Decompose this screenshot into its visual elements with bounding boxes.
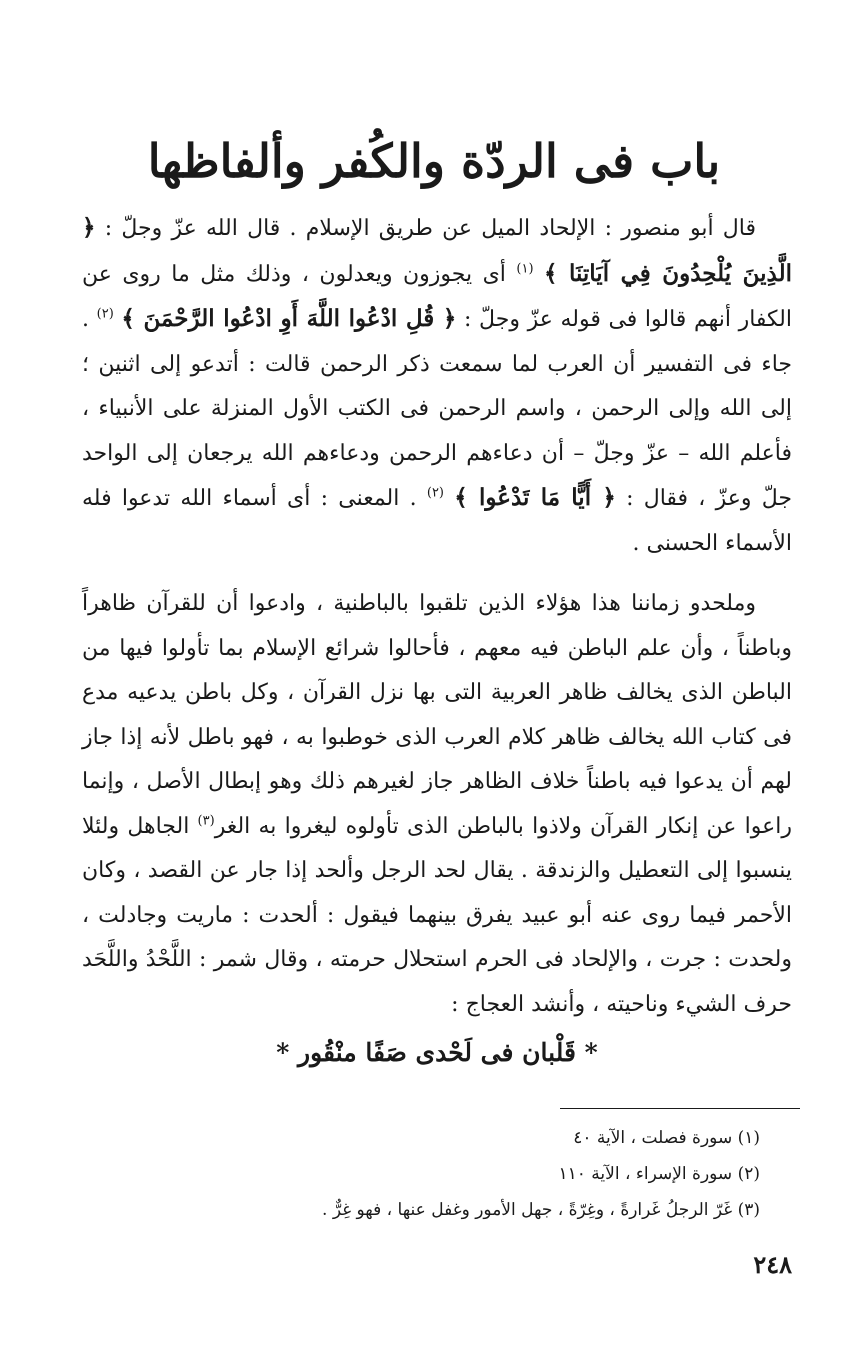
poem-line: * قَلْبان فى لَحْدى صَفًا منْقُور *	[276, 1038, 598, 1067]
paragraph-1	[82, 206, 792, 566]
paragraph-2	[82, 582, 792, 1027]
footnote: (٢) سورة الإسراء ، الآية ١١٠	[558, 1164, 760, 1184]
footnote-ref: (٢)	[426, 485, 444, 501]
paragraph-spacer	[82, 566, 792, 582]
text-segment: وملحدو زماننا هذا هؤلاء الذين تلقبوا بالباطنية ، وادعوا أن للقرآن ظاهراً وباطناً ، وأن علم الباطن فيه معهم ، فأحالوا شرائع الإسلام بما تأولوا فيها من الباطن الذى يخالف ظاهر العربية التى بها نزل القرآن ، وكل باطن يدعيه مدع فى كتاب الله يخالف ظاهر كلام العرب الذى خوطبوا به ، فهو باطل لأنه إذا جاز لهم أن يدعوا فيه باطناً خلاف الظاهر جاز لغيرهم ذلك وهو إبطال الأصل ، وإنما راعوا عن إنكار القرآن ولاذوا بالباطن الذى تأولوه ليغروا به الغر	[82, 591, 792, 839]
page-number: ٢٤٨	[753, 1250, 792, 1279]
main-text	[82, 206, 792, 1101]
text-segment: . المعنى : أى أسماء الله تدعوا فله الأسماء الحسنى .	[82, 486, 792, 556]
footnote: (١) سورة فصلت ، الآية ٤٠	[573, 1128, 760, 1148]
footnote-ref: (٢)	[96, 306, 114, 322]
footnote: (٣) غَرّ الرجلُ غَرارةً ، وغِرّةً ، جهل الأمور وغفل عنها ، فهو غِرٌّ .	[322, 1200, 760, 1220]
text-segment: أى يجوزون ويعدلون ، وذلك مثل ما روى عن الكفار أنهم قالوا فى قوله عزّ وجلّ :	[82, 261, 792, 332]
footnote-separator	[560, 1108, 800, 1109]
text-segment: قال أبو منصور : الإلحاد الميل عن طريق الإسلام . قال الله عزّ وجلّ :	[104, 216, 756, 241]
footnote-ref: (٣)	[197, 813, 215, 829]
quran-verse: ﴿ أَيًّا مَا تَدْعُوا ﴾	[454, 484, 616, 511]
quran-verse: ﴿ قُلِ ادْعُوا اللَّهَ أَوِ ادْعُوا الرَّحْمَنَ ﴾	[121, 305, 457, 332]
chapter-title: باب فى الردّة والكُفر وألفاظها	[147, 134, 721, 188]
footnote-ref: (١)	[516, 261, 534, 277]
quran-verse: ﴿ الَّذِينَ يُلْحِدُونَ فِي آيَاتِنَا ﴾	[82, 214, 792, 287]
text-segment: الجاهل ولئلا ينسبوا إلى التعطيل والزندقة . يقال لحد الرجل وألحد إذا جار عن القصد ، وكان الأحمر فيما روى عنه أبو عبيد يفرق بينهما فيقول : ألحدت : ماريت وجادلت ، ولحدت : جرت ، والإلحاد فى الحرم استحلال حرمته ، وقال شمر : اللَّحْدُ واللَّحَد حرف الشيء وناحيته ، وأنشد العجاج :	[82, 813, 792, 1017]
text-segment: . جاء فى التفسير أن العرب لما سمعت ذكر الرحمن قالت : أتدعو إلى اثنين ؛ إلى الله وإلى الرحمن ، واسم الرحمن فى الكتب الأول المنزلة على الأنبياء ، فأعلم الله – عزّ وجلّ – أن دعاءهم الرحمن ودعاءهم الله يرجعان إلى الواحد جلّ وعزّ ، فقال :	[82, 307, 793, 511]
footnotes	[100, 1120, 760, 1228]
